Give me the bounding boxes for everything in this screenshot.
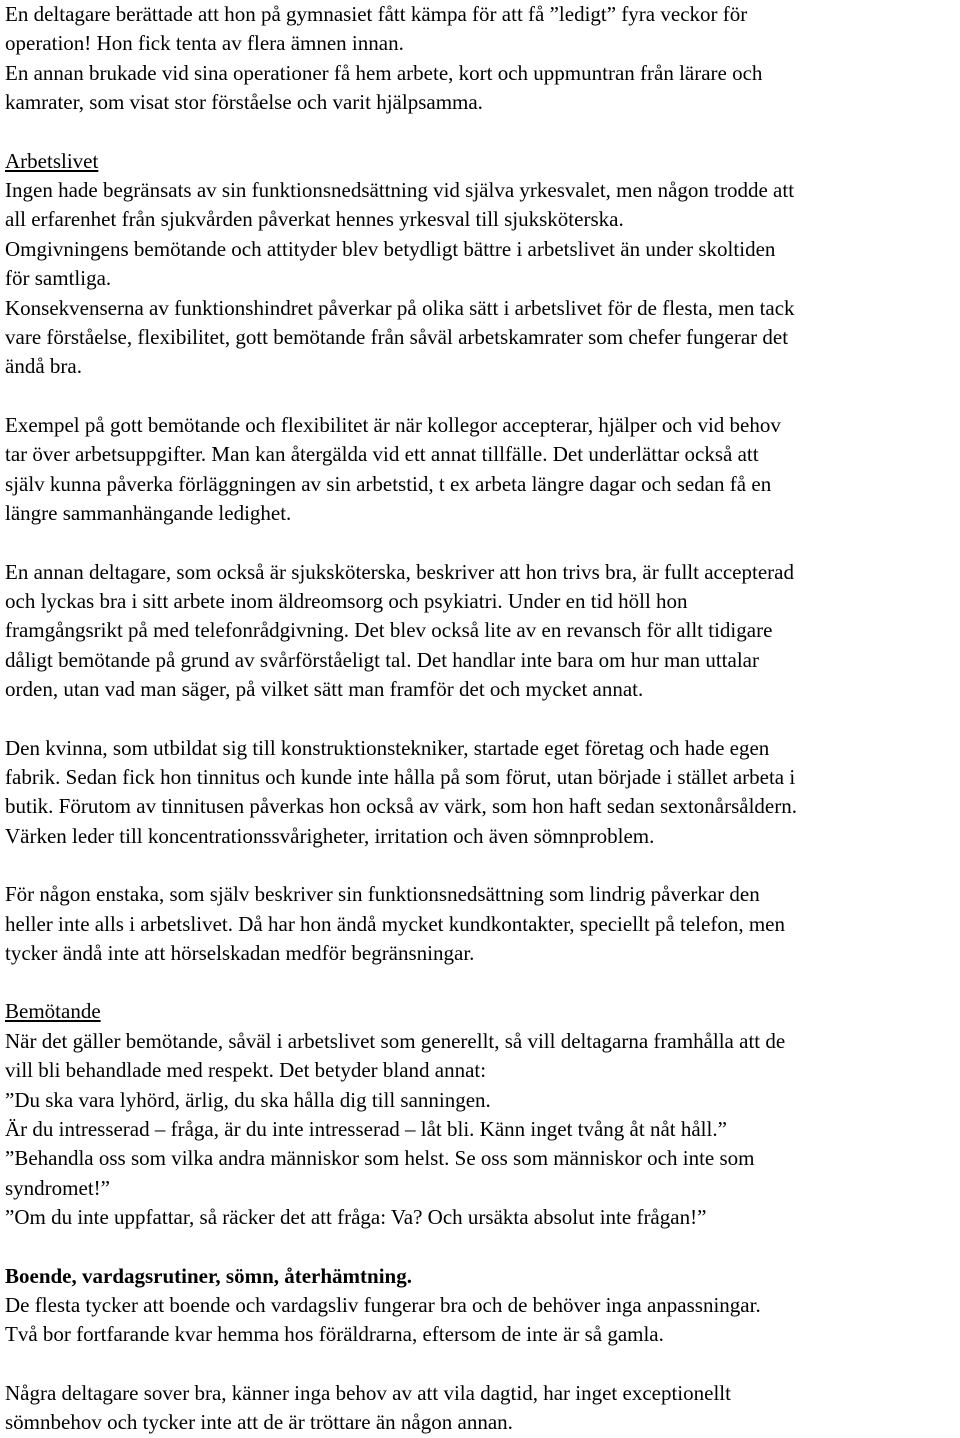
paragraph <box>5 558 960 705</box>
quote-line: syndromet!” <box>5 1175 110 1200</box>
quote-line: ”Du ska vara lyhörd, ärlig, du ska hålla dig till sanningen. <box>5 1087 491 1112</box>
paragraph-gap <box>5 968 960 997</box>
paragraph <box>5 411 960 529</box>
section-heading-arbetslivet: Arbetslivet <box>5 148 99 173</box>
paragraph-gap <box>5 382 960 411</box>
text-line: Omgivningens bemötande och attityder blev betydligt bättre i arbetslivet än under skoltiden <box>5 236 776 261</box>
text-line: vare förståelse, flexibilitet, gott bemötande från såväl arbetskamrater som chefer fungerar det <box>5 325 789 350</box>
paragraph-gap <box>5 529 960 558</box>
section-heading-boende: Boende, vardagsrutiner, sömn, återhämtning. <box>5 1263 412 1288</box>
text-line: För någon enstaka, som själv beskriver sin funktionsnedsättning som lindrig påverkar den <box>5 882 760 907</box>
text-line: När det gäller bemötande, såväl i arbetslivet som generellt, så vill deltagarna framhålla att de <box>5 1028 786 1053</box>
paragraph-gap <box>5 1350 960 1379</box>
text-line: tar över arbetsuppgifter. Man kan återgälda vid ett annat tillfälle. Det underlättar också att <box>5 442 759 467</box>
text-line: Konsekvenserna av funktionshindret påverkar på olika sätt i arbetslivet för de flesta, men tack <box>5 295 795 320</box>
text-line: Två bor fortfarande kvar hemma hos föräldrarna, eftersom de inte är så gamla. <box>5 1322 664 1347</box>
text-line: all erfarenhet från sjukvården påverkat hennes yrkesval till sjuksköterska. <box>5 207 624 232</box>
text-line: heller inte alls i arbetslivet. Då har hon ändå mycket kundkontakter, speciellt på telefon, men <box>5 911 785 936</box>
text-line: längre sammanhängande ledighet. <box>5 501 292 526</box>
text-line: Den kvinna, som utbildat sig till konstruktionstekniker, startade eget företag och hade egen <box>5 735 770 760</box>
section-heading-bemotande: Bemötande <box>5 999 101 1024</box>
section-arbetslivet <box>5 147 960 382</box>
text-line: En annan deltagare, som också är sjuksköterska, beskriver att hon trivs bra, är fullt accepterad <box>5 559 794 584</box>
text-line: Värken leder till koncentrationssvårigheter, irritation och även sömnproblem. <box>5 823 655 848</box>
text-line: orden, utan vad man säger, på vilket sätt man framför det och mycket annat. <box>5 677 644 702</box>
quote-line: ”Behandla oss som vilka andra människor som helst. Se oss som människor och inte som <box>5 1146 755 1171</box>
section-bemotande <box>5 997 960 1232</box>
text-line: Några deltagare sover bra, känner inga behov av att vila dagtid, har inget exceptionellt <box>5 1380 731 1405</box>
paragraph-gap <box>5 118 960 147</box>
text-line: kamrater, som visat stor förståelse och varit hjälpsamma. <box>5 90 483 115</box>
text-line: butik. Förutom av tinnitusen påverkas hon också av värk, som hon haft sedan sextonårsåldern. <box>5 794 797 819</box>
paragraph <box>5 880 960 968</box>
quote-line: Är du intresserad – fråga, är du inte intresserad – låt bli. Känn inget tvång åt nåt håll.” <box>5 1117 727 1141</box>
text-line: framgångsrikt på med telefonrådgivning. Det blev också lite av en revansch för allt tidigare <box>5 618 773 643</box>
text-line: dåligt bemötande på grund av svårförståeligt tal. Det handlar inte bara om hur man uttalar <box>5 647 759 672</box>
text-line: fabrik. Sedan fick hon tinnitus och kunde inte hålla på som förut, utan började i stället arbeta i <box>5 764 796 789</box>
text-line: för samtliga. <box>5 266 112 291</box>
paragraph <box>5 734 960 852</box>
text-line: operation! Hon fick tenta av flera ämnen innan. <box>5 31 404 56</box>
paragraph-gap <box>5 1233 960 1262</box>
text-line: De flesta tycker att boende och vardagsliv fungerar bra och de behöver inga anpassningar. <box>5 1293 761 1318</box>
text-line: Exempel på gott bemötande och flexibilitet är när kollegor accepterar, hjälper och vid behov <box>5 412 781 437</box>
text-line: tycker ändå inte att hörselskadan medför begränsningar. <box>5 940 475 965</box>
paragraph-gap <box>5 705 960 734</box>
paragraph <box>5 1379 960 1438</box>
text-line: En annan brukade vid sina operationer få hem arbete, kort och uppmuntran från lärare och <box>5 60 763 85</box>
section-boende <box>5 1262 960 1350</box>
text-line: Ingen hade begränsats av sin funktionsnedsättning vid själva yrkesvalet, men någon trodde att <box>5 178 795 203</box>
paragraph-gap <box>5 851 960 880</box>
text-line: och lyckas bra i sitt arbete inom äldreomsorg och psykiatri. Under en tid höll hon <box>5 588 688 613</box>
text-line: vill bli behandlade med respekt. Det betyder bland annat: <box>5 1058 487 1083</box>
text-line: sömnbehov och tycker inte att de är tröttare än någon annan. <box>5 1410 513 1435</box>
text-line: själv kunna påverka förläggningen av sin arbetstid, t ex arbeta längre dagar och sedan få en <box>5 471 772 496</box>
text-line: En deltagare berättade att hon på gymnasiet fått kämpa för att få ”ledigt” fyra veckor för <box>5 2 748 26</box>
text-line: ändå bra. <box>5 354 82 379</box>
quote-line: ”Om du inte uppfattar, så räcker det att fråga: Va? Och ursäkta absolut inte frågan!” <box>5 1205 707 1230</box>
intro-paragraph <box>5 0 960 118</box>
